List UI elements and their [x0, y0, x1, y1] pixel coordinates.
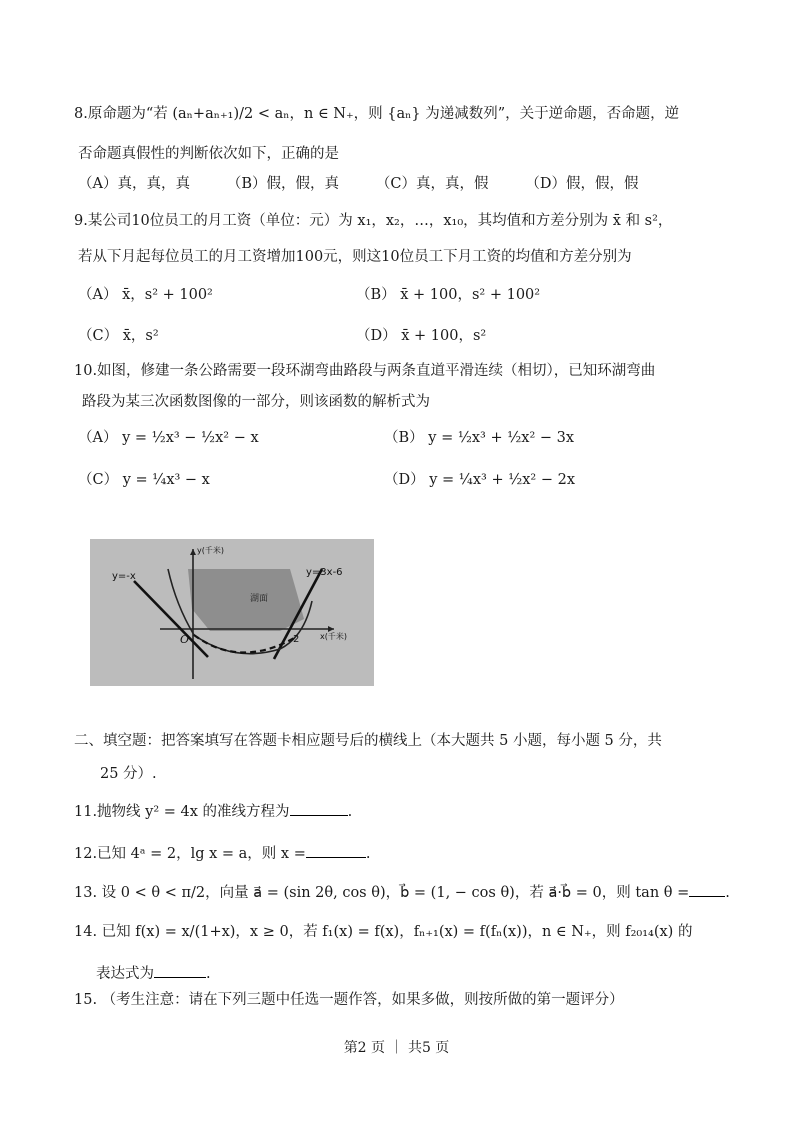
q8-line1: 8.原命题为“若 (aₙ+aₙ₊₁)/2 < aₙ，n ∈ N₊，则 {aₙ} 为递减数列”，关于逆命题，否命题，逆	[74, 106, 680, 122]
q9-option-b: （B） x̄ + 100，s² + 100²	[356, 287, 541, 303]
q12-blank[interactable]	[306, 841, 366, 858]
q13	[74, 880, 730, 903]
q11-blank[interactable]	[290, 799, 348, 816]
q9-option-c: （C） x̄，s²	[78, 328, 159, 344]
q14-line2	[96, 961, 211, 984]
lake-shape	[188, 569, 304, 631]
q10-option-d: （D） y = ¼x³ + ½x² − 2x	[384, 472, 576, 488]
figure-x-axis-label: x(千米)	[320, 632, 347, 641]
q13-end: .	[725, 885, 730, 901]
q10-line2: 路段为某三次函数图像的一部分，则该函数的解析式为	[82, 394, 430, 410]
figure-origin-label: O	[180, 633, 190, 646]
q8-options: （A）真，真，真 （B）假，假，真 （C）真，真，假 （D）假，假，假	[78, 176, 639, 192]
q14-text: 表达式为	[96, 966, 154, 982]
q12	[74, 841, 370, 864]
q10-option-b: （B） y = ½x³ + ½x² − 3x	[384, 430, 575, 446]
figure-tick-2: 2	[293, 634, 300, 645]
q10-line1: 10.如图，修建一条公路需要一段环湖弯曲路段与两条直道平滑连续（相切），已知环湖弯曲	[74, 363, 656, 379]
q9-line1: 9.某公司10位员工的月工资（单位：元）为 x₁，x₂，…，x₁₀，其均值和方差分别为 x̄ 和 s²，	[74, 213, 673, 229]
q12-text: 12.已知 4ᵃ = 2，lg x = a，则 x =	[74, 846, 306, 862]
figure-y-axis-label: y(千米)	[197, 546, 224, 555]
section2-line1: 二、填空题：把答案填写在答题卡相应题号后的横线上（本大题共 5 小题，每小题 5 分，共	[74, 733, 662, 749]
q12-end: .	[365, 846, 371, 862]
section2-line2: 25 分）.	[100, 766, 157, 782]
q13-text: 13. 设 0 < θ < π/2，向量 a⃗ = (sin 2θ, cos θ)，b⃗ = (1, − cos θ)，若 a⃗·b⃗ = 0，则 tan θ =	[74, 885, 690, 901]
q10-option-c: （C） y = ¼x³ − x	[78, 472, 210, 488]
q11	[74, 799, 352, 822]
q9-line2: 若从下月起每位员工的月工资增加100元，则这10位员工下月工资的均值和方差分别为	[78, 249, 632, 265]
q9-option-d: （D） x̄ + 100，s²	[356, 328, 487, 344]
q9-option-a: （A） x̄，s² + 100²	[78, 287, 213, 303]
q14-end: .	[206, 966, 211, 982]
page-footer: 第2 页 ｜ 共5 页	[343, 1040, 450, 1056]
q11-text: 11.抛物线 y² = 4x 的准线方程为	[74, 804, 290, 820]
figure-label-y-neg-x: y=-x	[112, 571, 136, 582]
q14-blank[interactable]	[154, 961, 206, 978]
q15: 15. （考生注意：请在下列三题中任选一题作答，如果多做，则按所做的第一题评分）	[74, 992, 624, 1008]
q11-end: .	[347, 804, 353, 820]
q10-option-a: （A） y = ½x³ − ½x² − x	[78, 430, 259, 446]
q14-line1: 14. 已知 f(x) = x/(1+x)，x ≥ 0，若 f₁(x) = f(x)，fₙ₊₁(x) = f(fₙ(x))，n ∈ N₊，则 f₂₀₁₄(x) 的	[74, 924, 693, 940]
figure-svg	[90, 539, 374, 686]
figure-lake-label: 湖面	[250, 594, 269, 604]
figure-label-y-3x-6: y=3x-6	[306, 567, 343, 578]
road-lake-figure	[90, 539, 374, 686]
q8-line2: 否命题真假性的判断依次如下，正确的是	[78, 146, 339, 162]
q13-blank[interactable]	[689, 880, 725, 897]
